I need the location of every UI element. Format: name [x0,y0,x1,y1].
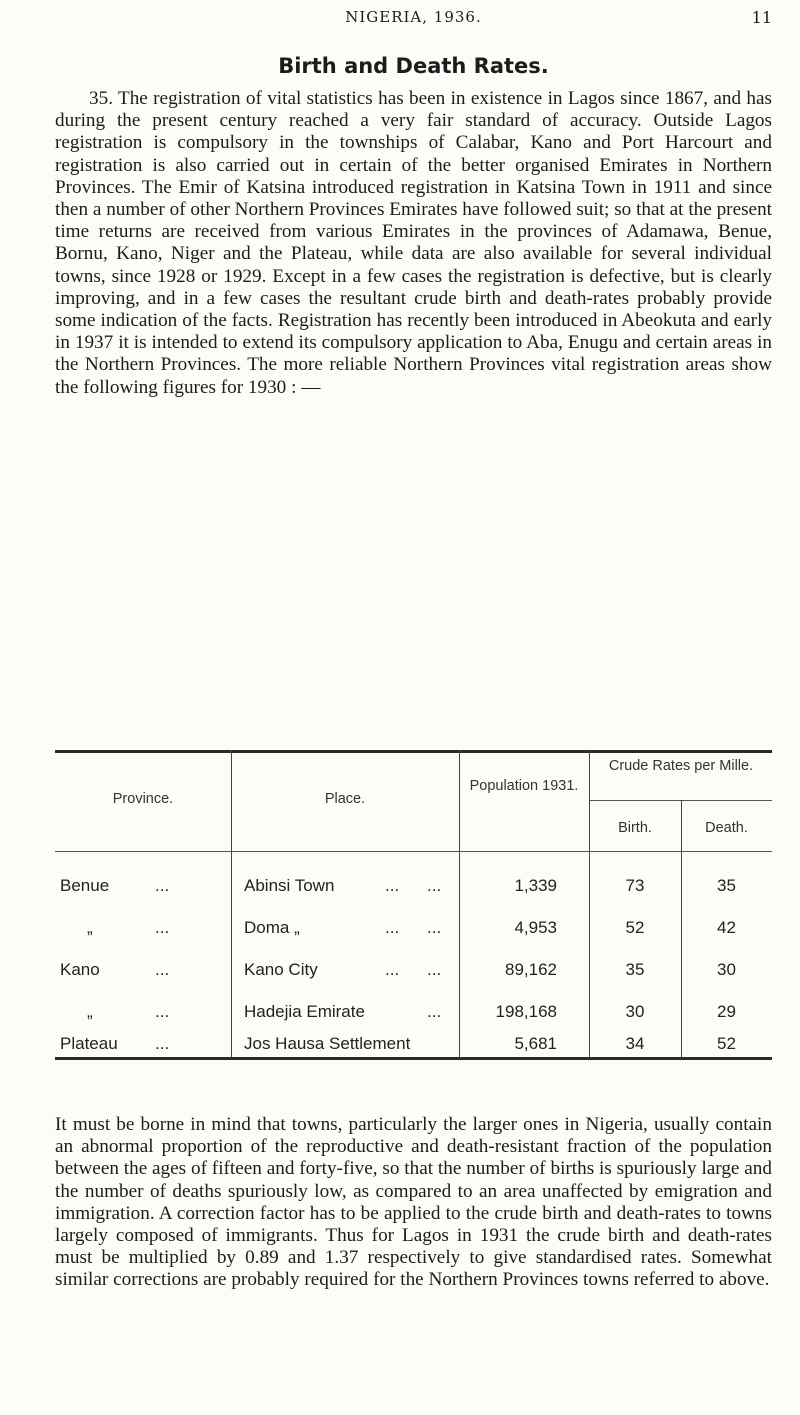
table-cell-leader: ... [155,1034,170,1053]
table-cell-population: 1,339 [514,876,557,895]
table-cell-place: Kano City [244,960,318,979]
table-cell-leader: ... [155,876,170,895]
header-birth: Birth. [618,820,652,836]
table-cell-leader: ... [427,876,442,895]
header-bottom-rule [55,851,772,852]
table-cell-place: Abinsi Town [244,876,335,895]
table-cell-leader: ... [385,960,400,979]
table-cell-birth: 73 [625,876,645,895]
table-cell-leader: ... [155,1002,170,1021]
table-cell-province: Kano [60,960,100,979]
table-cell-province: Benue [60,876,110,895]
table-cell-death: 52 [717,1034,736,1053]
table-cell-leader: ... [155,960,170,979]
table-cell-place: Hadejia Emirate [244,1002,365,1021]
table-cell-death: 29 [717,1002,736,1021]
table-cell-population: 5,681 [514,1034,557,1053]
table-top-rule [55,750,772,753]
table-cell-death: 35 [717,876,736,895]
table-cell-birth: 34 [625,1034,645,1053]
header-population: Population 1931. [469,778,579,794]
table-cell-province: „ [87,1002,93,1021]
table-bottom-rule [55,1057,772,1060]
table-cell-birth: 52 [625,918,645,937]
table-cell-birth: 35 [625,960,645,979]
header-death: Death. [705,820,748,836]
table-cell-birth: 30 [625,1002,645,1021]
intro-paragraph: 35. The registration of vital statistics has been in existence in Lagos since 1867, and has during the present century reached a very fair standard of accuracy. Outside Lagos registration is compulsory in the townships of Calabar, Kano and Port Harcourt and registration is also carried out in certain of the better organised Emirates in Northern Provinces. The Emir of Katsina introduced registration in Katsina Town in 1911 and since then a number of other Northern Provinces Emirates have followed suit; so that at the present time returns are received from various Emirates in the provinces of Adamawa, Benue, Bornu, Kano, Niger and the Plateau, while data are also available for several individual towns, since 1928 or 1929. Except in a few cases the registration is defective, but is clearly improving, and in a few cases the resultant crude birth and death-rates probably provide some indication of the facts. Registration has recently been introduced in Abeokuta and early in 1937 it is intended to extend its compulsory application to Aba, Enugu and certain areas in the Northern Provinces. The more reliable Northern Provinces vital registration areas show the following figures for 1930 : — [55,88,772,398]
table-cell-leader: ... [155,918,170,937]
table-cell-province: Plateau [60,1034,118,1053]
table-cell-leader: ... [385,918,400,937]
table-cell-population: 89,162 [505,960,557,979]
table-cell-leader: ... [427,960,442,979]
table-cell-death: 42 [717,918,736,937]
table-cell-leader: ... [427,1002,442,1021]
table-cell-population: 198,168 [495,1002,557,1021]
table-cell-leader: ... [385,876,400,895]
vital-statistics-table [55,750,772,1110]
table-cell-province: „ [87,918,93,937]
closing-paragraph: It must be borne in mind that towns, particularly the larger ones in Nigeria, usually contain an abnormal proportion of the reproductive and death-resistant fraction of the population between the ages of fifteen and forty-five, so that the number of births is spuriously large and the number of deaths spuriously low, as compared to an area unaffected by emigration and immigration. A correction factor has to be applied to the crude birth and death-rates to towns largely composed of immigrants. Thus for Lagos in 1931 the crude birth and death-rates must be multiplied by 0.89 and 1.37 respectively to give standardised rates. Somewhat similar corrections are probably required for the Northern Provinces towns referred to above. [55,1114,772,1291]
header-place: Place. [324,791,366,807]
header-crude-rates: Crude Rates per Mille. [608,758,754,774]
table-cell-place: Jos Hausa Settlement [244,1034,411,1053]
running-title: NIGERIA, 1936. [345,8,482,26]
table-cell-leader: ... [427,918,442,937]
header-province: Province. [112,791,174,807]
page-number: 11 [751,8,772,27]
table-cell-death: 30 [717,960,736,979]
running-header [55,6,772,36]
table-cell-place: Doma „ [244,918,300,937]
table-cell-population: 4,953 [514,918,557,937]
section-heading: Birth and Death Rates. [278,54,549,78]
